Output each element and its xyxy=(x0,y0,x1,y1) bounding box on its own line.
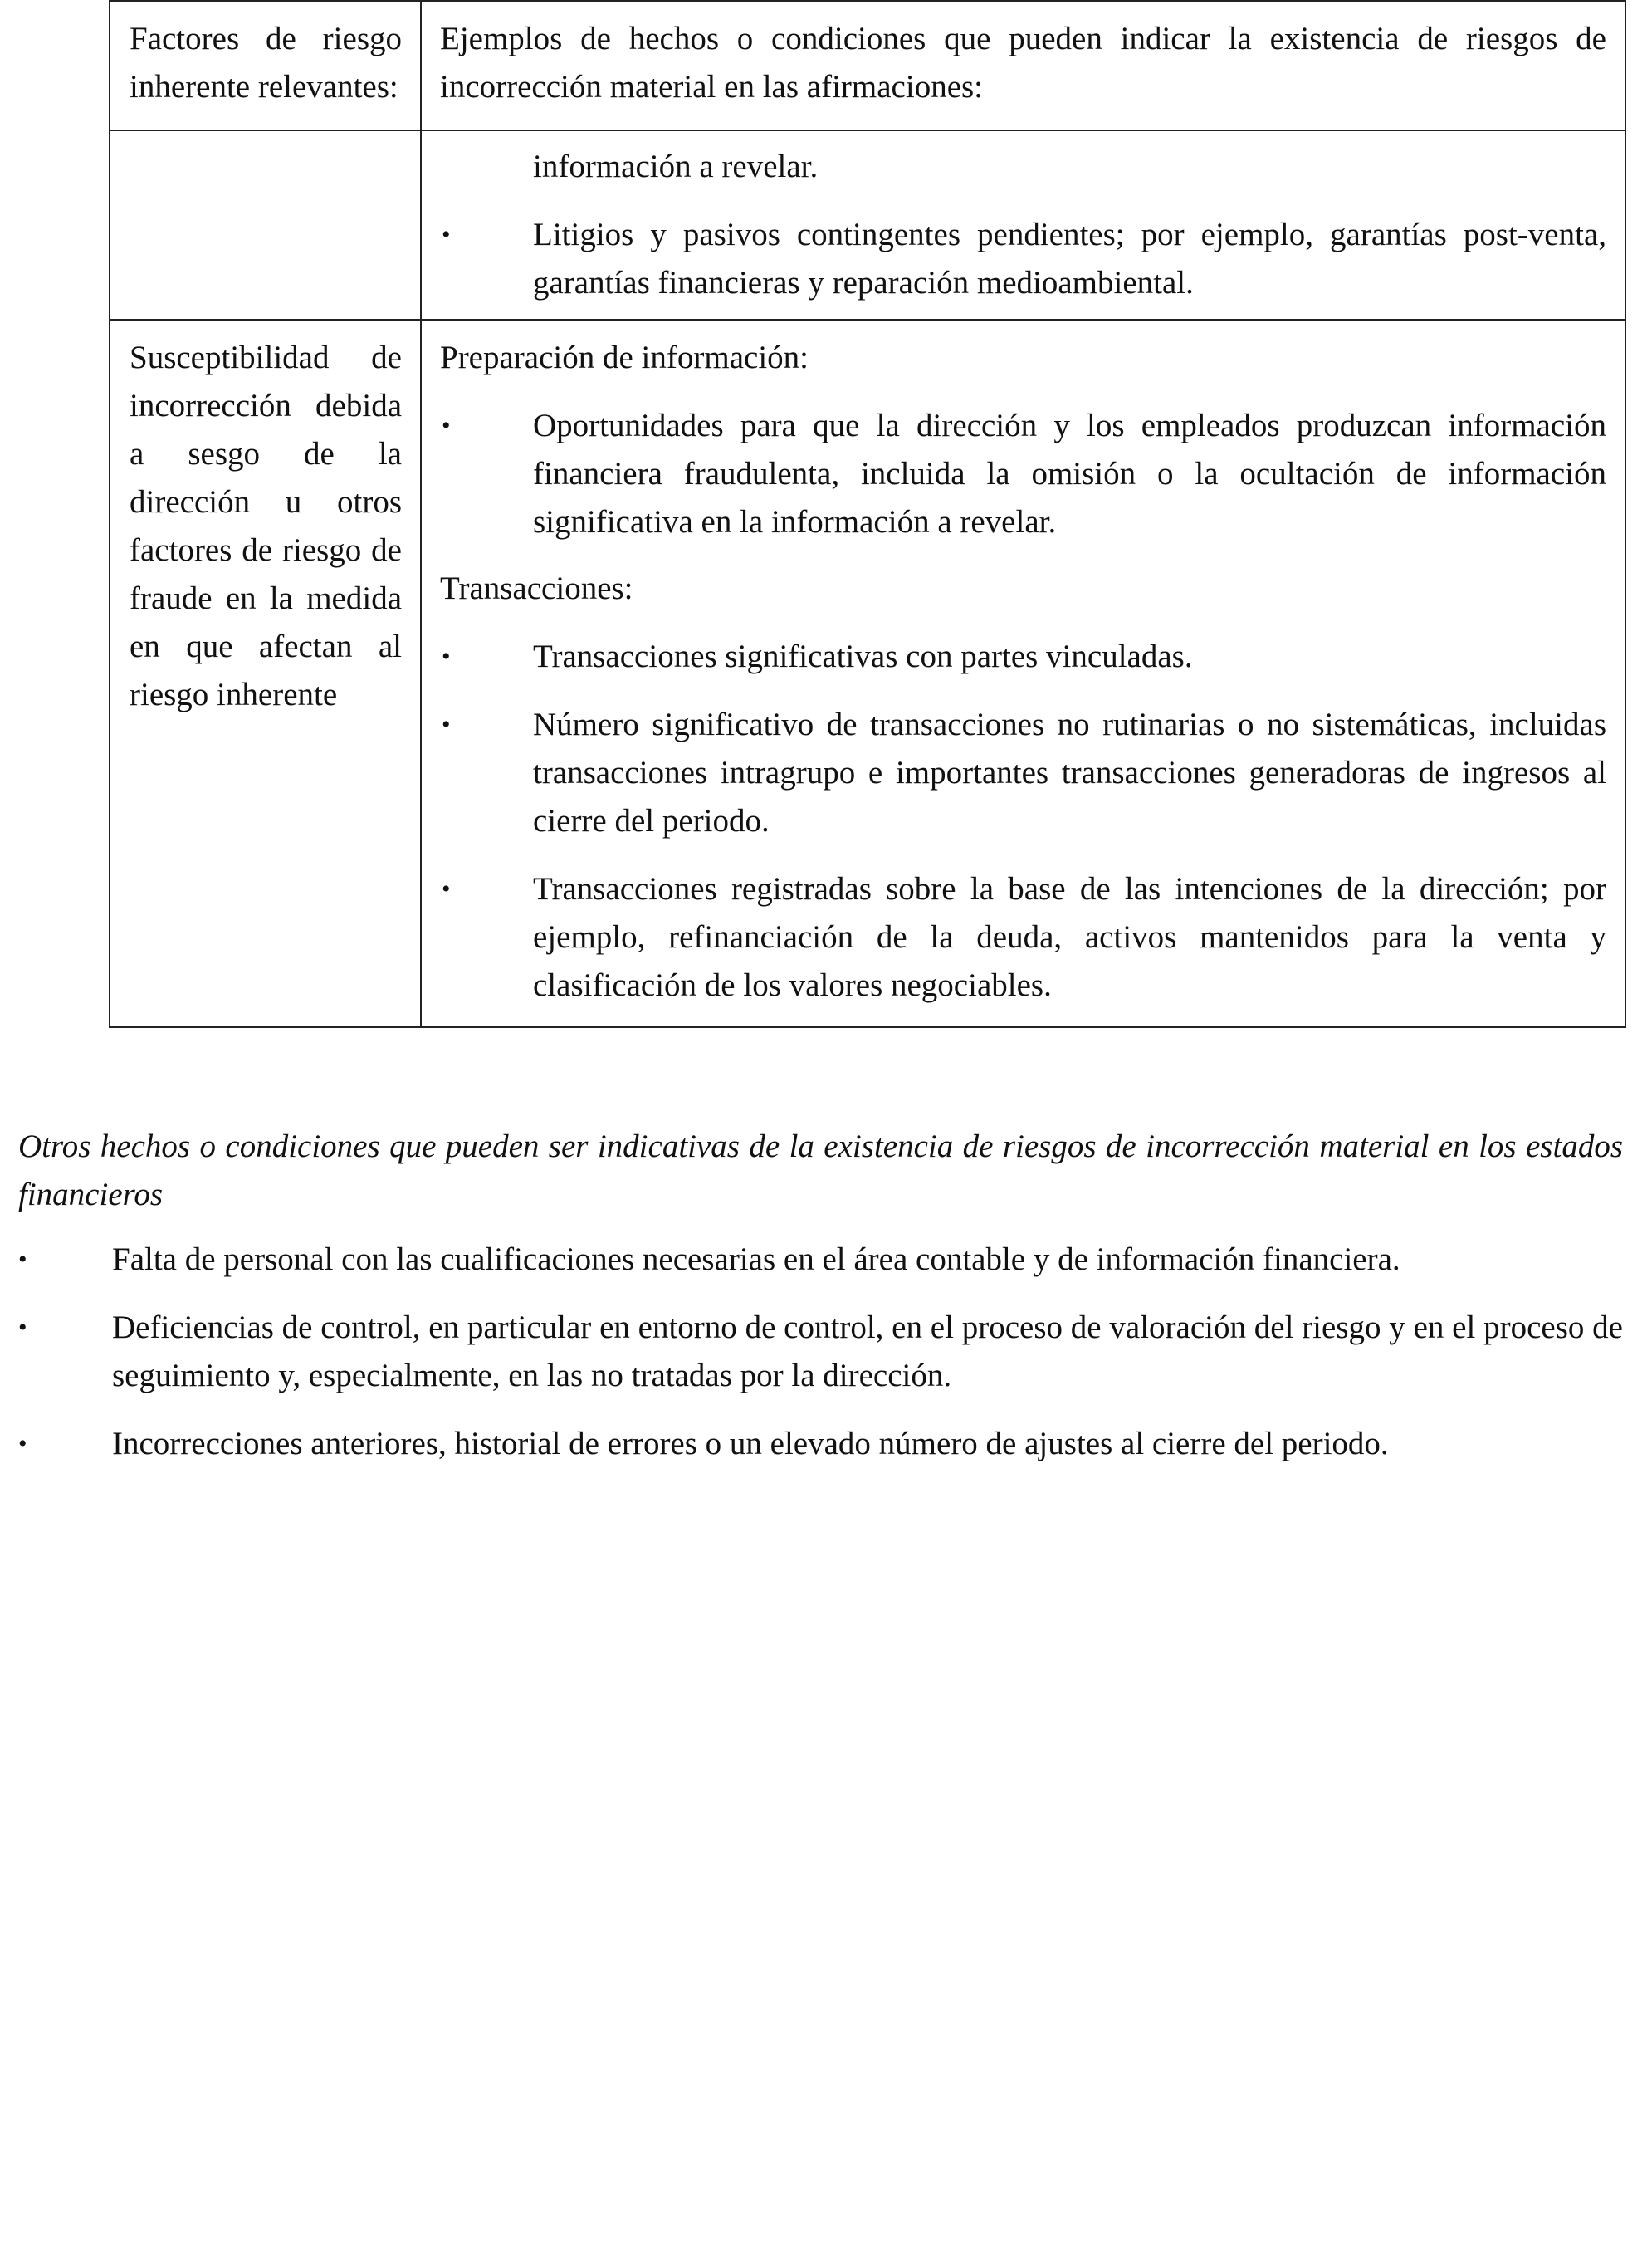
table-header-row xyxy=(110,1,1625,130)
list-item xyxy=(18,1420,1623,1468)
list-item-text: Número significativo de transacciones no rutinarias o no sistemáticas, incluidas transacciones intragrupo e importantes transacciones generadoras de ingresos al cierre del periodo. xyxy=(533,707,1606,839)
header-cell-left xyxy=(110,1,421,130)
list-item-text: Deficiencias de control, en particular en entorno de control, en el proceso de valoración del riesgo y en el proceso de seguimiento y, especialmente, en las no tratadas por la dirección. xyxy=(112,1310,1623,1393)
bullet-icon: • xyxy=(18,1430,27,1457)
list-item-text: Oportunidades para que la dirección y los empleados produzcan información financiera fraudulenta, incluida la omisión o la ocultación de información significativa en la información a revelar. xyxy=(533,408,1606,540)
other-conditions-title: Otros hechos o condiciones que pueden ser indicativas de la existencia de riesgos de incorrección material en los estados financieros xyxy=(18,1128,1623,1212)
header-left-text: Factores de riesgo inherente relevantes: xyxy=(130,21,402,105)
bullet-icon: • xyxy=(442,221,451,248)
list-item xyxy=(440,402,1606,546)
list-item xyxy=(18,1236,1623,1284)
list-item xyxy=(440,701,1606,845)
row2-cell-right xyxy=(421,320,1625,1027)
risk-factors-table xyxy=(109,0,1626,1028)
list-item xyxy=(440,865,1606,1010)
table-row xyxy=(110,130,1625,320)
table-row xyxy=(110,320,1625,1027)
section-label-transactions: Transacciones: xyxy=(440,570,633,606)
bullet-icon: • xyxy=(18,1246,27,1273)
bullet-icon: • xyxy=(442,875,451,903)
list-item xyxy=(440,211,1606,307)
list-item-text: Transacciones registradas sobre la base de las intenciones de la dirección; por ejemplo, refinanciación de la deuda, activos mantenidos para la venta y clasificación de los valores negociables. xyxy=(533,871,1606,1003)
row1-continuation-text: información a revelar. xyxy=(533,149,819,184)
list-item-text: Incorrecciones anteriores, historial de errores o un elevado número de ajustes al cierre del periodo. xyxy=(112,1426,1389,1461)
header-cell-right xyxy=(421,1,1625,130)
bullet-icon: • xyxy=(442,711,451,738)
section-label-preparation: Preparación de información: xyxy=(440,340,809,375)
list-item-text: Transacciones significativas con partes vinculadas. xyxy=(533,639,1193,674)
list-item xyxy=(18,1304,1623,1400)
bullet-icon: • xyxy=(442,643,451,670)
row1-left-text xyxy=(110,131,420,163)
bullet-icon: • xyxy=(18,1314,27,1341)
bullet-icon: • xyxy=(442,412,451,439)
list-item-text: Falta de personal con las cualificaciones necesarias en el área contable y de información financiera. xyxy=(112,1241,1400,1277)
row2-cell-left xyxy=(110,320,421,1027)
row2-left-text: Susceptibilidad de incorrección debida a sesgo de la dirección u otros factores de riesgo de fraude en la medida en que afectan al riesgo inherente xyxy=(130,340,402,712)
list-item xyxy=(440,633,1606,681)
other-conditions-section xyxy=(18,1123,1623,1488)
list-item-text: Litigios y pasivos contingentes pendientes; por ejemplo, garantías post-venta, garantías financieras y reparación medioambiental. xyxy=(533,217,1606,301)
row1-cell-left xyxy=(110,130,421,320)
header-right-text: Ejemplos de hechos o condiciones que pueden indicar la existencia de riesgos de incorrección material en las afirmaciones: xyxy=(440,21,1606,105)
row1-cell-right xyxy=(421,130,1625,320)
